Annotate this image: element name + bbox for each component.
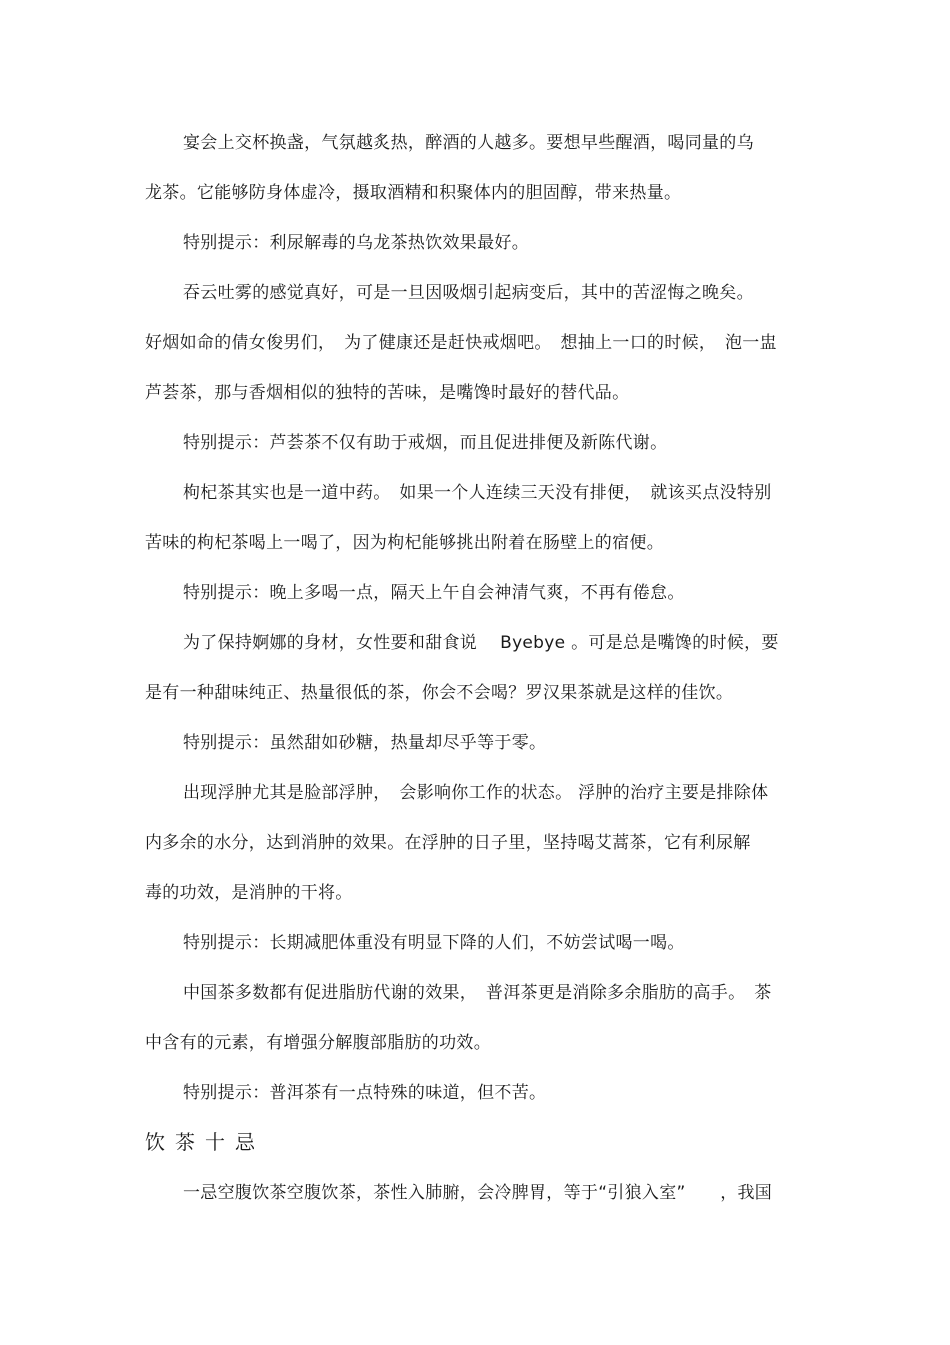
paragraph-line: 宴会上交杯换盏，气氛越炙热，醉酒的人越多。要想早些醒酒，喝同量的乌 bbox=[183, 133, 754, 153]
tip-line: 特别提示：普洱茶有一点特殊的味道，但不苦。 bbox=[183, 1083, 547, 1103]
paragraph-line: 一忌空腹饮茶空腹饮茶，茶性入肺腑，会冷脾胃，等于“引狼入室” ，我国 bbox=[183, 1183, 773, 1203]
paragraph-line: 苦味的枸杞茶喝上一喝了，因为枸杞能够挑出附着在肠壁上的宿便。 bbox=[145, 533, 664, 553]
paragraph-line: 枸杞茶其实也是一道中药。 如果一个人连续三天没有排便， 就该买点没特别 bbox=[183, 483, 772, 503]
paragraph-line: 是有一种甜味纯正、热量很低的茶，你会不会喝？罗汉果茶就是这样的佳饮。 bbox=[145, 683, 734, 703]
paragraph-line: 芦荟茶，那与香烟相似的独特的苦味，是嘴馋时最好的替代品。 bbox=[145, 383, 630, 403]
paragraph-line: 为了保持婀娜的身材，女性要和甜食说 Byebye 。可是总是嘴馋的时候，要 bbox=[183, 633, 779, 653]
tip-line: 特别提示：晚上多喝一点，隔天上午自会神清气爽，不再有倦怠。 bbox=[183, 583, 685, 603]
paragraph-line: 好烟如命的倩女俊男们， 为了健康还是赶快戒烟吧。 想抽上一口的时候， 泡一盅 bbox=[145, 333, 777, 353]
paragraph-line: 毒的功效，是消肿的干将。 bbox=[145, 883, 353, 903]
paragraph-line: 内多余的水分，达到消肿的效果。在浮肿的日子里，坚持喝艾蒿茶，它有利尿解 bbox=[145, 833, 751, 853]
tip-line: 特别提示：利尿解毒的乌龙茶热饮效果最好。 bbox=[183, 233, 529, 253]
tip-line: 特别提示：虽然甜如砂糖，热量却尽乎等于零。 bbox=[183, 733, 547, 753]
paragraph-line: 中国茶多数都有促进脂肪代谢的效果， 普洱茶更是消除多余脂肪的高手。 茶 bbox=[183, 983, 772, 1003]
paragraph-line: 出现浮肿尤其是脸部浮肿， 会影响你工作的状态。 浮肿的治疗主要是排除体 bbox=[183, 783, 769, 803]
tip-line: 特别提示：长期减肥体重没有明显下降的人们，不妨尝试喝一喝。 bbox=[183, 933, 685, 953]
section-heading: 饮茶十忌 bbox=[145, 1130, 265, 1154]
paragraph-line: 中含有的元素，有增强分解腹部脂肪的功效。 bbox=[145, 1033, 491, 1053]
tip-line: 特别提示：芦荟茶不仅有助于戒烟，而且促进排便及新陈代谢。 bbox=[183, 433, 668, 453]
paragraph-line: 龙茶。它能够防身体虚冷，摄取酒精和积聚体内的胆固醇，带来热量。 bbox=[145, 183, 682, 203]
paragraph-line: 吞云吐雾的感觉真好，可是一旦因吸烟引起病变后，其中的苦涩悔之晚矣。 bbox=[183, 283, 754, 303]
